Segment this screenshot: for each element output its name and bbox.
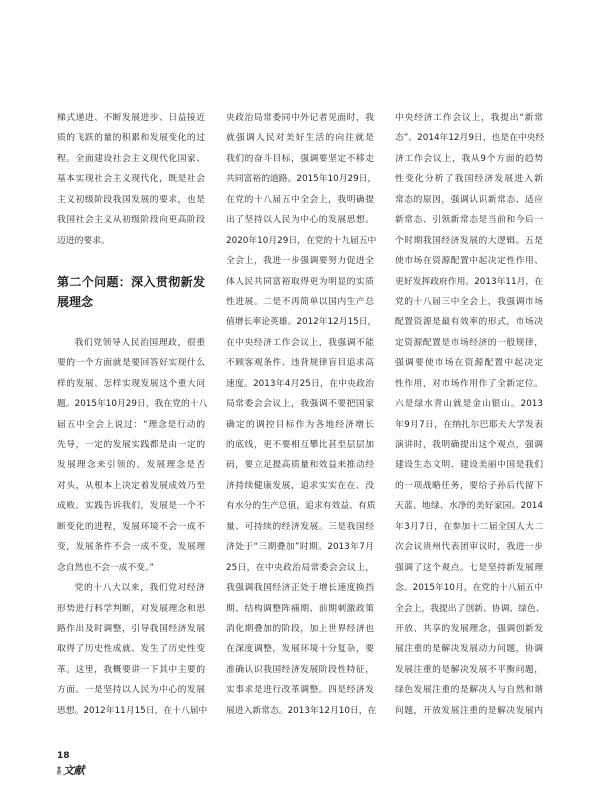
heading-line: 第二个问题：深入贯彻新发 — [57, 274, 205, 289]
text-line: 发展理念来引领的。发展理念是否 — [57, 460, 205, 471]
text-line: 性作用，对市场作用作了全新定位。 — [395, 378, 543, 389]
text-line: 全会上，我进一步强调要努力促进全 — [226, 256, 374, 267]
text-line: 问题，开放发展注重的是解决发展内 — [395, 705, 543, 716]
text-line: 对头，从根本上决定着发展成效乃至 — [57, 480, 205, 491]
body-paragraph — [57, 578, 208, 721]
text-line: 个时期我国经济发展的大逻辑。五是 — [395, 235, 543, 246]
text-line: 央政治局常委同中外记者见面时，我 — [226, 113, 374, 123]
text-line: 先导，一定的发展实践都是由一定的 — [57, 440, 205, 450]
text-line: 更好发挥政府作用。2013年11月，在 — [395, 276, 543, 287]
text-line: 我们党领导人民治国理政，很重 — [74, 337, 205, 348]
text-line: 准确认识我国经济发展阶段性特征， — [226, 664, 374, 675]
text-line: 我国社会主义从初级阶段向更高阶段 — [57, 215, 205, 226]
text-line: 使市场在资源配置中起决定性作用、 — [395, 256, 543, 267]
text-line: 展进入新常态。2013年12月10日，在 — [226, 705, 377, 716]
text-line: 在中央经济工作会议上，我强调不能 — [226, 337, 374, 348]
text-line: 变，发展条件不会一成不变，发展理 — [57, 542, 205, 553]
text-line: 我强调我国经济正处于增长速度换挡 — [226, 583, 374, 594]
text-line: 质的飞跃的量的积累和发展变化的过 — [57, 133, 205, 144]
text-column-1 — [57, 108, 208, 721]
body-paragraph — [57, 333, 208, 578]
text-line: 确定的调控目标作为各地经济增长 — [226, 419, 374, 430]
text-line: 方面。一是坚持以人民为中心的发展 — [57, 685, 205, 696]
body-paragraph — [57, 108, 205, 251]
text-line: 就强调人民对美好生活的向往就是 — [226, 133, 374, 144]
text-line: 革。这里，我概要讲一下其中主要的 — [57, 664, 205, 675]
text-line: 强调要使市场在资源配置中起决定 — [395, 358, 543, 369]
text-line: 路作出及时调整，引导我国经济发展 — [57, 623, 205, 634]
text-line: 样的发展、怎样实现发展这个重大问 — [57, 378, 205, 389]
text-line: 程。全面建设社会主义现代化国家、 — [57, 153, 205, 164]
text-line: 主义初级阶段我国发展的要求，也是 — [57, 194, 205, 205]
text-line: 码，要立足提高质量和效益来推动经 — [226, 460, 374, 471]
text-line: 速度。2013年4月25日，在中央政治 — [226, 378, 374, 389]
text-line: 取得了历史性成就、发生了历史性变 — [57, 644, 205, 655]
magazine-logo — [57, 764, 137, 778]
text-line: 性进展。二是不再简单以国内生产总 — [226, 296, 374, 307]
text-line: 成败。实践告诉我们，发展是一个不 — [57, 501, 205, 512]
text-line: 开放、共享的发展理念，强调创新发 — [395, 623, 543, 634]
text-line: 发展注重的是解决发展不平衡问题， — [395, 664, 543, 675]
text-line: 迈进的要求。 — [57, 235, 110, 246]
text-column-3 — [395, 108, 543, 721]
page-footer — [57, 750, 137, 778]
page-number: 18 — [57, 751, 70, 761]
text-line: 实事求是进行改革调整。四是经济发 — [226, 685, 374, 696]
text-line: 天蓝、地绿、水净的美好家园。2014 — [395, 501, 543, 512]
text-line: 念自然也不会一成不变。” — [57, 562, 154, 573]
text-line: 强调了这个观点。七是坚持新发展理 — [395, 562, 543, 573]
text-line: 2020年10月29日，在党的十九届五中 — [226, 235, 377, 246]
text-line: 态”。2014年12月9日，也是在中央经 — [395, 133, 545, 144]
text-line: 次会议贵州代表团审议时，我进一步 — [395, 542, 543, 553]
text-line: 年3月7日，在参加十二届全国人大二 — [395, 521, 543, 532]
text-line: 期、结构调整阵痛期、前期刺激政策 — [226, 603, 374, 614]
text-line: 消化期叠加的阶段，加上世界经济也 — [226, 623, 374, 634]
logo-large-text: 文献 — [63, 764, 84, 777]
heading-line: 展理念 — [57, 294, 94, 309]
text-line: 年9月7日，在纳扎尔巴耶夫大学发表 — [395, 419, 543, 430]
text-line: 基本实现社会主义现代化，既是社会 — [57, 174, 205, 185]
text-line: 中央经济工作会议上，我提出“新常 — [395, 113, 543, 123]
text-column-2 — [226, 108, 377, 721]
text-line: 绿色发展注重的是解决人与自然和谐 — [395, 685, 543, 696]
text-line: 要的一个方面就是要回答好实现什么 — [57, 358, 205, 369]
text-line: 新常态、引领新常态是当前和今后一 — [395, 215, 543, 226]
text-line: 断变化的进程，发展环境不会一成不 — [57, 521, 205, 532]
text-line: 的底线，更不要相互攀比甚至层层加 — [226, 440, 374, 450]
text-line: 题。2015年10月29日，我在党的十八 — [57, 399, 208, 410]
text-line: 全会上，我提出了创新、协调、绿色、 — [395, 603, 545, 614]
text-line: 定资源配置是市场经济的一般规律， — [395, 337, 543, 348]
text-line: 济工作会议上，我从9个方面的趋势 — [395, 153, 543, 164]
text-line: 出了坚持以人民为中心的发展思想。 — [226, 215, 374, 226]
text-line: 届五中全会上说过：“理念是行动的 — [57, 419, 205, 430]
text-line: 在党的十八届五中全会上，我明确提 — [226, 194, 374, 205]
body-paragraph — [226, 108, 377, 721]
text-line: 济处于“三期叠加”时期。2013年7月 — [226, 542, 374, 553]
text-line: 局常委会会议上，我强调不要把国家 — [226, 399, 374, 410]
text-line: 量、可持续的经济发展。三是我国经 — [226, 521, 374, 532]
text-line: 党的十八届三中全会上，我强调市场 — [395, 296, 543, 307]
text-line: 在深度调整，发展环境十分复杂，要 — [226, 644, 374, 655]
logo-small-text — [57, 767, 62, 776]
text-line: 济持续健康发展，追求实实在在、没 — [226, 480, 374, 491]
text-line: 梯式递进、不断发展进步、日益接近 — [57, 113, 205, 123]
text-line: 建设生态文明、建设美丽中国是我们 — [395, 460, 543, 471]
text-line: 共同富裕的道路。2015年10月29日， — [226, 174, 377, 185]
text-line: 六是绿水青山就是金山银山。2013 — [395, 399, 543, 410]
text-line: 演讲时，我明确提出这个观点，强调 — [395, 440, 543, 450]
text-line: 配置资源是最有效率的形式，市场决 — [395, 317, 543, 328]
body-paragraph — [395, 108, 543, 721]
text-line: 我们的奋斗目标，强调要坚定不移走 — [226, 153, 374, 164]
text-line: 常态的原因，强调认识新常态、适应 — [395, 194, 543, 205]
text-line: 值增长率论英雄。2012年12月15日， — [226, 317, 377, 328]
text-line: 性变化分析了我国经济发展进入新 — [395, 174, 543, 185]
text-line: 念。2015年10月，在党的十八届五中 — [395, 583, 543, 594]
text-line: 25日，在中央政治局常委会会议上， — [226, 562, 374, 573]
text-line: 思想。2012年11月15日，在十八届中 — [57, 705, 208, 716]
logo-char: 的 — [57, 770, 61, 775]
text-line: 不顾客观条件、违背规律盲目追求高 — [226, 358, 374, 369]
section-heading — [57, 272, 205, 313]
text-line: 体人民共同富裕取得更为明显的实质 — [226, 276, 374, 287]
text-line: 党的十八大以来，我们党对经济 — [74, 583, 205, 594]
logo-char: 党 — [57, 765, 61, 771]
text-line: 展注重的是解决发展动力问题，协调 — [395, 644, 543, 655]
text-line: 的一项战略任务，要给子孙后代留下 — [395, 480, 543, 491]
text-line: 形势进行科学判断，对发展理念和思 — [57, 603, 205, 614]
text-line: 有水分的生产总值，追求有效益、有质 — [226, 501, 376, 512]
